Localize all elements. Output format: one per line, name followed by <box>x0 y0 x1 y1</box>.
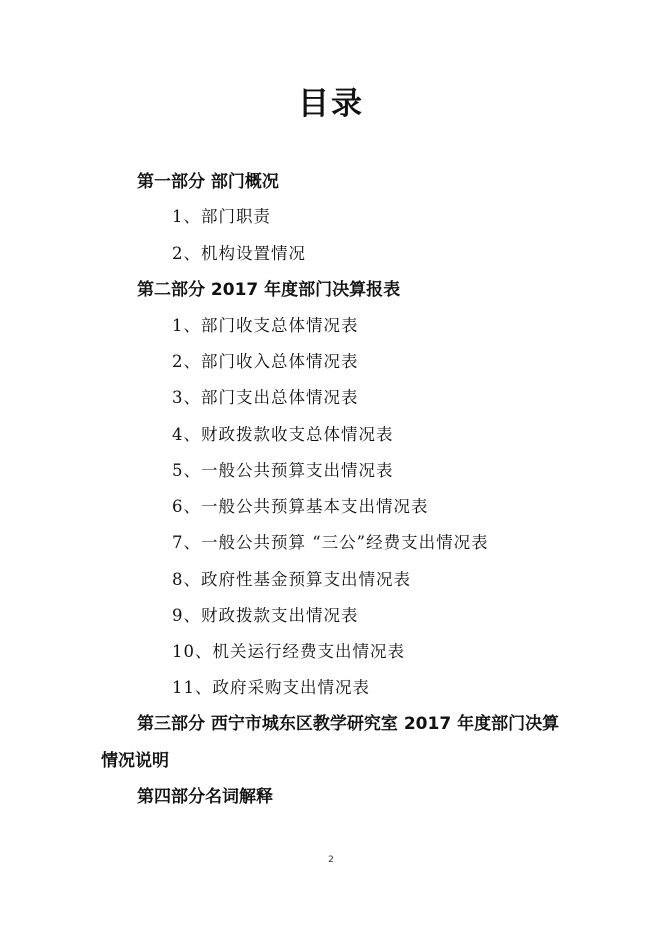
page-title: 目录 <box>298 86 364 122</box>
toc-item: 6、一般公共预算基本支出情况表 <box>172 497 429 516</box>
toc-item: 7、一般公共预算 “三公”经费支出情况表 <box>172 533 489 552</box>
toc-item: 4、财政拨款收支总体情况表 <box>172 425 394 444</box>
part3-heading-continued: 情况说明 <box>101 751 169 771</box>
part1-heading: 第一部分 部门概况 <box>137 172 279 192</box>
toc-item: 10、机关运行经费支出情况表 <box>172 642 405 661</box>
part4-heading: 第四部分名词解释 <box>137 787 273 807</box>
toc-item: 1、部门收支总体情况表 <box>172 316 359 335</box>
toc-item: 1、部门职责 <box>172 207 271 226</box>
toc-item: 3、部门支出总体情况表 <box>172 388 359 407</box>
toc-item: 2、部门收入总体情况表 <box>172 352 359 371</box>
toc-item: 9、财政拨款支出情况表 <box>172 606 359 625</box>
toc-item: 11、政府采购支出情况表 <box>172 678 370 697</box>
page-number: 2 <box>328 855 334 865</box>
toc-item: 8、政府性基金预算支出情况表 <box>172 570 411 589</box>
toc-item: 5、一般公共预算支出情况表 <box>172 461 394 480</box>
part3-heading: 第三部分 西宁市城东区教学研究室 2017 年度部门决算 <box>137 714 560 734</box>
part2-heading: 第二部分 2017 年度部门决算报表 <box>137 280 401 300</box>
toc-item: 2、机构设置情况 <box>172 244 306 263</box>
